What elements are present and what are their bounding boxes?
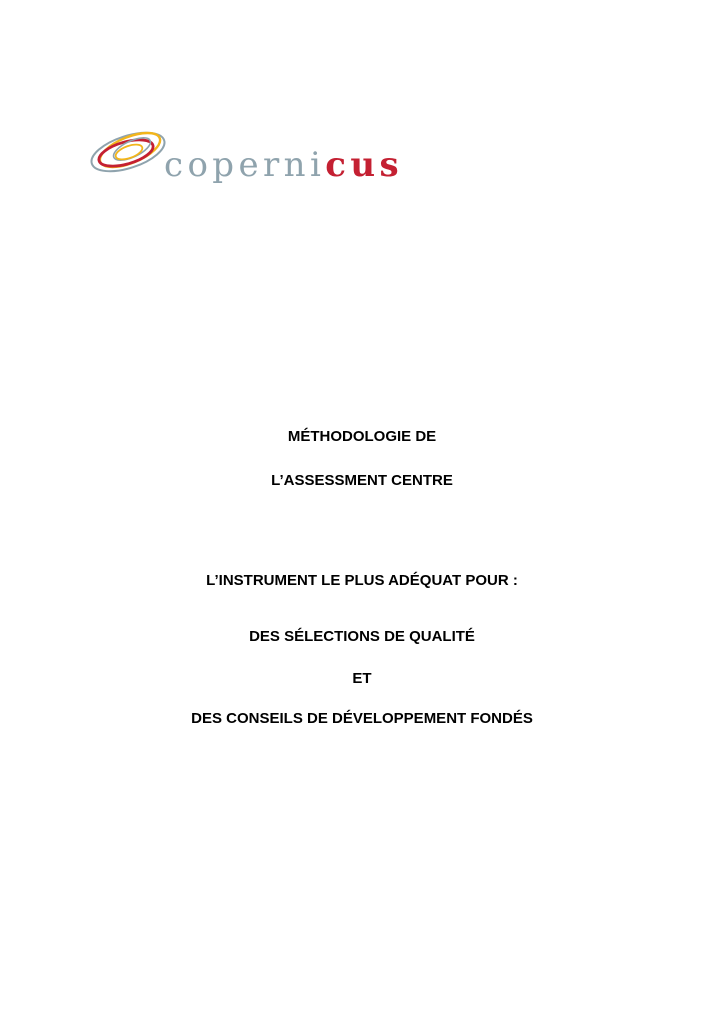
subtitle-line-3: ET [352, 670, 372, 687]
subtitle-line-1: L’INSTRUMENT LE PLUS ADÉQUAT POUR : [206, 572, 518, 589]
title-line-1: MÉTHODOLOGIE DE [287, 428, 437, 445]
logo-wordmark-red: cus [325, 145, 403, 185]
subtitle-line-4: DES CONSEILS DE DÉVELOPPEMENT FONDÉS [191, 710, 533, 727]
logo-wordmark-grey: coperni [164, 145, 326, 185]
copernicus-logo [86, 118, 446, 198]
subtitle-line-2: DES SÉLECTIONS DE QUALITÉ [249, 628, 475, 645]
logo-wordmark [164, 145, 403, 185]
title-line-2: L’ASSESSMENT CENTRE [271, 472, 453, 489]
